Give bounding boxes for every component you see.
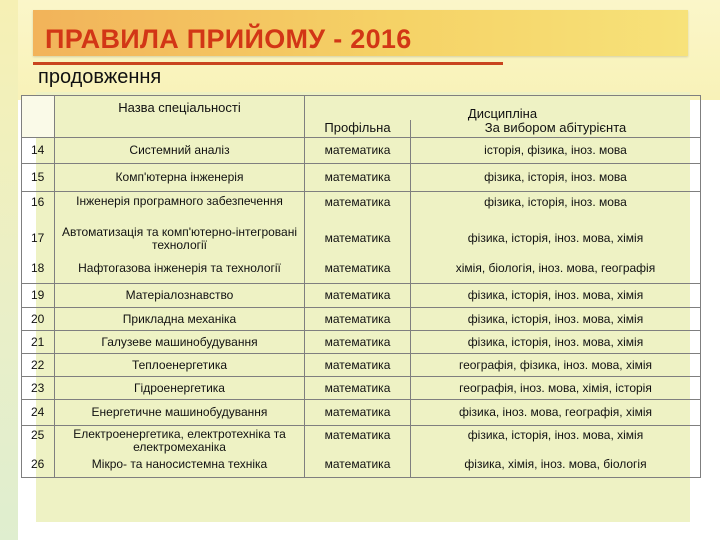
page-subtitle: продовження xyxy=(38,66,162,88)
row-number: 22 xyxy=(22,354,55,377)
row-number: 20 xyxy=(22,308,55,331)
profile-subject: математика xyxy=(305,426,411,456)
row-number: 15 xyxy=(22,164,55,192)
specialty-name: Теплоенергетика xyxy=(55,354,305,377)
choice-subjects: географія, іноз. мова, хімія, історія xyxy=(411,377,701,400)
row-number: 21 xyxy=(22,331,55,354)
profile-subject: математика xyxy=(305,164,411,192)
row-number: 25 xyxy=(22,426,55,456)
table-row xyxy=(22,192,701,224)
table-row xyxy=(22,224,701,254)
row-number: 23 xyxy=(22,377,55,400)
row-number: 18 xyxy=(22,254,55,284)
choice-subjects: фізика, історія, іноз. мова xyxy=(411,164,701,192)
admission-table xyxy=(21,95,701,478)
specialty-name: Галузеве машинобудування xyxy=(55,331,305,354)
table-row xyxy=(22,377,701,400)
specialty-name: Автоматизація та комп'ютерно-інтегровані технології xyxy=(55,224,305,254)
specialty-name: Системний аналіз xyxy=(55,138,305,164)
choice-subjects: історія, фізика, іноз. мова xyxy=(411,138,701,164)
table-row xyxy=(22,331,701,354)
background-left-strip xyxy=(0,0,18,540)
choice-subjects: фізика, хімія, іноз. мова, біологія xyxy=(411,456,701,478)
table-row xyxy=(22,426,701,456)
table-row xyxy=(22,284,701,308)
specialty-name: Матеріалознавство xyxy=(55,284,305,308)
header-choice: За вибором абітурієнта xyxy=(411,120,701,138)
profile-subject: математика xyxy=(305,377,411,400)
row-number: 19 xyxy=(22,284,55,308)
row-number: 24 xyxy=(22,400,55,426)
profile-subject: математика xyxy=(305,400,411,426)
specialty-name: Електроенергетика, електротехніка та електромеханіка xyxy=(55,426,305,456)
choice-subjects: фізика, історія, іноз. мова, хімія xyxy=(411,426,701,456)
profile-subject: математика xyxy=(305,224,411,254)
profile-subject: математика xyxy=(305,284,411,308)
choice-subjects: географія, фізика, іноз. мова, хімія xyxy=(411,354,701,377)
profile-subject: математика xyxy=(305,192,411,224)
specialty-name: Комп'ютерна інженерія xyxy=(55,164,305,192)
choice-subjects: хімія, біологія, іноз. мова, географія xyxy=(411,254,701,284)
row-number: 26 xyxy=(22,456,55,478)
specialty-name: Енергетичне машинобудування xyxy=(55,400,305,426)
title-underline xyxy=(33,62,503,65)
specialty-name: Нафтогазова інженерія та технології xyxy=(55,254,305,284)
table-row xyxy=(22,164,701,192)
specialty-name: Мікро- та наносистемна техніка xyxy=(55,456,305,478)
header-specialty: Назва спеціальності xyxy=(55,96,305,138)
header-number-cell xyxy=(22,96,55,138)
specialty-name: Прикладна механіка xyxy=(55,308,305,331)
choice-subjects: фізика, історія, іноз. мова, хімія xyxy=(411,308,701,331)
table-row xyxy=(22,354,701,377)
choice-subjects: фізика, іноз. мова, географія, хімія xyxy=(411,400,701,426)
header-profile: Профільна xyxy=(305,120,411,138)
choice-subjects: фізика, історія, іноз. мова, хімія xyxy=(411,284,701,308)
profile-subject: математика xyxy=(305,354,411,377)
header-discipline: Дисципліна xyxy=(305,96,701,120)
profile-subject: математика xyxy=(305,308,411,331)
choice-subjects: фізика, історія, іноз. мова, хімія xyxy=(411,331,701,354)
page-title: ПРАВИЛА ПРИЙОМУ - 2016 xyxy=(45,24,412,54)
row-number: 17 xyxy=(22,224,55,254)
choice-subjects: фізика, історія, іноз. мова, хімія xyxy=(411,224,701,254)
table-row xyxy=(22,254,701,284)
specialty-name: Гідроенергетика xyxy=(55,377,305,400)
profile-subject: математика xyxy=(305,254,411,284)
row-number: 14 xyxy=(22,138,55,164)
profile-subject: математика xyxy=(305,331,411,354)
table-row xyxy=(22,308,701,331)
table-row xyxy=(22,400,701,426)
specialty-name: Інженерія програмного забезпечення xyxy=(55,192,305,224)
profile-subject: математика xyxy=(305,138,411,164)
table-row xyxy=(22,138,701,164)
row-number: 16 xyxy=(22,192,55,224)
table-row xyxy=(22,456,701,478)
profile-subject: математика xyxy=(305,456,411,478)
header-row-top xyxy=(22,96,701,120)
choice-subjects: фізика, історія, іноз. мова xyxy=(411,192,701,224)
